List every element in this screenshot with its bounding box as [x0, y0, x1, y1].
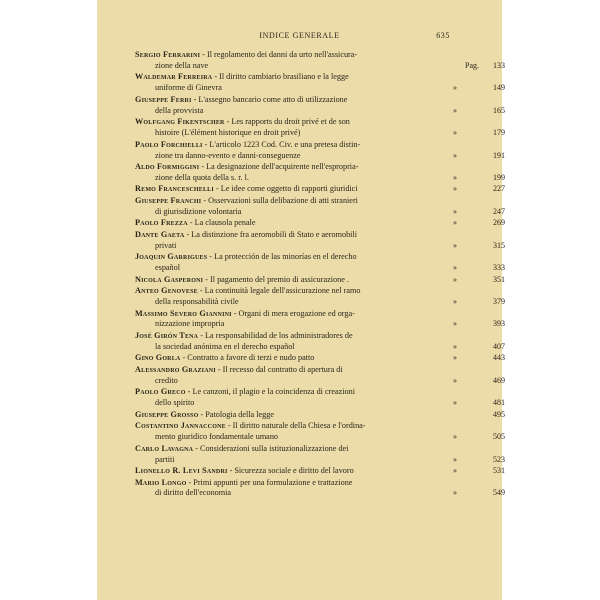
- table-of-contents: [135, 50, 505, 500]
- entry-title-line1: - Considerazioni sulla istituzionalizzazione dei: [193, 443, 349, 453]
- ditto-mark: »: [453, 319, 457, 329]
- ditto-mark: »: [453, 353, 457, 363]
- ditto-mark: »: [453, 297, 457, 307]
- entry-page-number: 379: [493, 297, 505, 307]
- ditto-mark: »: [453, 184, 457, 194]
- entry-author: Giuseppe Ferri: [135, 94, 192, 104]
- entry-title-line1: - Primi appunti per una formulazione e trattazione: [186, 477, 353, 487]
- entry-title-line2: español: [155, 263, 181, 273]
- entry-first-line: [135, 95, 453, 106]
- entry-title-line1: - La designazione dell'acquirente nell'espropria-: [199, 162, 359, 172]
- entry-author: Mario Longo: [135, 477, 187, 487]
- ditto-mark: »: [453, 218, 457, 228]
- toc-entry: [135, 443, 505, 466]
- entry-page-number: 407: [493, 341, 505, 351]
- ditto-mark: »: [453, 488, 457, 498]
- entry-title-line1: - Il diritto cambiario brasiliano e la legge: [212, 72, 349, 82]
- entry-page-number: 333: [493, 263, 505, 273]
- toc-entry: [135, 195, 505, 218]
- ditto-mark: »: [453, 172, 457, 182]
- toc-entry: [135, 308, 505, 331]
- ditto-mark: »: [453, 105, 457, 115]
- page-header: [97, 31, 502, 43]
- toc-entry: [135, 117, 505, 139]
- entry-author: Giuseppe Grosso: [135, 409, 199, 419]
- entry-first-line: [135, 478, 453, 489]
- entry-author: Anteo Genovese: [135, 286, 198, 296]
- entry-author: Giuseppe Franchi: [135, 195, 202, 205]
- running-title: INDICE GENERALE: [259, 31, 340, 40]
- pag-label: Pag.: [465, 60, 479, 70]
- toc-entry: [135, 409, 505, 421]
- ditto-mark: »: [453, 432, 457, 442]
- entry-title-line2: histoire (L'élément historique en droit privé): [155, 128, 301, 138]
- entry-first-line: [135, 275, 453, 286]
- entry-page-number: 523: [493, 454, 505, 464]
- entry-first-line: [135, 353, 453, 364]
- entry-page-number: 481: [493, 398, 505, 408]
- ditto-mark: »: [453, 83, 457, 93]
- entry-title-line1: - Il regolamento dei danni da urto nell'assicura-: [200, 50, 358, 59]
- ditto-mark: »: [453, 240, 457, 250]
- toc-entry: [135, 421, 505, 443]
- entry-first-line: [135, 387, 453, 398]
- entry-title-line1: - Il diritto naturale della Chiesa e l'ordina-: [225, 421, 366, 431]
- entry-page-number: 393: [493, 319, 505, 329]
- entry-title-line2: di diritto dell'economia: [155, 488, 232, 498]
- entry-author: Lionello R. Levi Sandri: [135, 466, 228, 475]
- entry-page-number: 199: [493, 172, 505, 182]
- toc-entry: [135, 477, 505, 500]
- entry-page-number: 505: [493, 432, 505, 442]
- entry-title-line2: la sociedad anónima en el derecho español: [155, 341, 295, 351]
- toc-entry: [135, 139, 505, 162]
- toc-entry: [135, 274, 505, 286]
- entry-page-number: 149: [493, 83, 505, 93]
- entry-first-line: [135, 218, 453, 229]
- entry-page-number: 133: [493, 60, 505, 70]
- entry-first-line: [135, 410, 453, 421]
- ditto-mark: »: [453, 454, 457, 464]
- entry-title-line2: mento giuridico fondamentale umano: [155, 432, 279, 442]
- entry-page-number: 269: [493, 218, 505, 228]
- entry-title-line1: - Il recesso dal contratto di apertura di: [215, 364, 343, 374]
- entry-first-line: [135, 230, 453, 241]
- entry-author: Paolo Frezza: [135, 218, 188, 228]
- ditto-mark: »: [453, 206, 457, 216]
- entry-title-line2: zione della nave: [155, 60, 209, 70]
- entry-first-line: [135, 196, 453, 207]
- entry-title-line1: - Osservazioni sulla delibazione di atti stranieri: [201, 195, 358, 205]
- ditto-mark: »: [453, 128, 457, 138]
- toc-entry: [135, 330, 505, 353]
- ditto-mark: »: [453, 150, 457, 160]
- entry-page-number: 443: [493, 353, 505, 363]
- entry-author: Remo Franceschelli: [135, 184, 214, 194]
- entry-title-line2: della provvista: [155, 105, 204, 115]
- entry-first-line: [135, 50, 453, 61]
- entry-title-line2: zione della quota della s. r. l.: [155, 172, 249, 182]
- entry-author: Sergio Ferrarini: [135, 50, 201, 59]
- entry-author: Massimo Severo Giannini: [135, 308, 232, 318]
- entry-title-line1: - Il pagamento del premio di assicurazione .: [203, 274, 349, 284]
- toc-entry: [135, 184, 505, 195]
- entry-title-line1: - La distinzione fra aeromobili di Stato e aeromobili: [184, 229, 358, 239]
- entry-first-line: [135, 117, 453, 128]
- entry-author: Wolfgang Fikentscher: [135, 117, 225, 127]
- entry-author: Dante Gaeta: [135, 229, 185, 239]
- entry-title-line1: - Les rapports du droit privé et de son: [224, 117, 350, 127]
- toc-entry: [135, 162, 505, 184]
- entry-first-line: [135, 444, 453, 455]
- entry-title-line2: nizzazione impropria: [155, 319, 225, 329]
- entry-first-line: [135, 331, 453, 342]
- entry-title-line1: - L'assegno bancario come atto di utilizzazione: [191, 94, 348, 104]
- entry-first-line: [135, 140, 453, 151]
- entry-title-line1: - Le canzoni, il plagio e la coincidenza di creazioni: [185, 387, 355, 397]
- entry-title-line1: - La responsabilidad de los administradores de: [198, 330, 353, 340]
- entry-first-line: [135, 421, 453, 432]
- entry-title-line1: - La protección de las minorías en el derecho: [207, 252, 357, 262]
- entry-title-line1: - Sicurezza sociale e diritto del lavoro: [227, 466, 354, 475]
- entry-page-number: 495: [493, 409, 505, 419]
- toc-entry: [135, 353, 505, 364]
- entry-first-line: [135, 162, 453, 173]
- toc-entry: [135, 466, 505, 477]
- entry-title-line2: dello spirito: [155, 398, 195, 408]
- entry-page-number: 247: [493, 206, 505, 216]
- entry-page-number: 351: [493, 274, 505, 284]
- ditto-mark: »: [453, 466, 457, 475]
- entry-page-number: 549: [493, 488, 505, 498]
- toc-entry: [135, 72, 505, 94]
- entry-page-number: 191: [493, 150, 505, 160]
- toc-entry: [135, 387, 505, 409]
- entry-first-line: [135, 72, 453, 83]
- entry-author: Alessandro Graziani: [135, 364, 216, 374]
- entry-page-number: 531: [493, 466, 505, 475]
- book-page: [97, 0, 505, 600]
- toc-entry: [135, 50, 505, 72]
- entry-first-line: [135, 252, 453, 263]
- entry-title-line1: - Le idee come oggetto di rapporti giuridici: [213, 184, 358, 194]
- entry-title-line2: zione tra danno-evento e danni-conseguenze: [155, 150, 301, 160]
- entry-title-line2: privati: [155, 240, 177, 250]
- ditto-mark: »: [453, 274, 457, 284]
- entry-title-line1: - La continuità legale dell'assicurazione nel ramo: [197, 286, 361, 296]
- ditto-mark: »: [453, 341, 457, 351]
- toc-entry: [135, 218, 505, 229]
- entry-title-line1: - L'articolo 1223 Cod. Civ. e una pretesa distin-: [202, 139, 361, 149]
- entry-title-line1: - Patologia della legge: [198, 409, 274, 419]
- entry-title-line1: - La clausola penale: [187, 218, 256, 228]
- ditto-mark: »: [453, 398, 457, 408]
- entry-author: José Girón Tena: [135, 330, 199, 340]
- entry-title-line2: della responsabilità civile: [155, 297, 239, 307]
- entry-first-line: [135, 365, 453, 376]
- entry-title-line1: - Organi di mera erogazione ed orga-: [231, 308, 355, 318]
- entry-first-line: [135, 184, 453, 195]
- entry-first-line: [135, 309, 453, 320]
- entry-title-line2: uniforme di Ginevra: [155, 83, 222, 93]
- entry-author: Carlo Lavagna: [135, 443, 194, 453]
- ditto-mark: »: [453, 375, 457, 385]
- toc-entry: [135, 364, 505, 387]
- entry-author: Gino Gorla: [135, 353, 181, 363]
- toc-entry: [135, 252, 505, 274]
- toc-entry: [135, 229, 505, 252]
- entry-author: Waldemar Ferreira: [135, 72, 213, 82]
- entry-page-number: 469: [493, 375, 505, 385]
- entry-author: Paolo Forchielli: [135, 139, 203, 149]
- entry-author: Aldo Formiggini: [135, 162, 200, 172]
- entry-title-line2: credito: [155, 375, 178, 385]
- entry-author: Paolo Greco: [135, 387, 186, 397]
- toc-entry: [135, 94, 505, 117]
- entry-title-line2: di giurisdizione volontaria: [155, 206, 242, 216]
- entry-page-number: 227: [493, 184, 505, 194]
- entry-author: Nicola Gasperoni: [135, 274, 204, 284]
- entry-page-number: 179: [493, 128, 505, 138]
- entry-author: Costantino Jannaccone: [135, 421, 226, 431]
- ditto-mark: »: [453, 263, 457, 273]
- entry-page-number: 315: [493, 240, 505, 250]
- entry-author: Joaquin Garrigues: [135, 252, 208, 262]
- entry-first-line: [135, 466, 453, 477]
- page-number: 635: [436, 31, 450, 40]
- entry-page-number: 165: [493, 105, 505, 115]
- entry-first-line: [135, 286, 453, 297]
- toc-entry: [135, 286, 505, 308]
- entry-title-line2: partiti: [155, 454, 175, 464]
- entry-title-line1: - Contratto a favore di terzi e nudo patto: [180, 353, 315, 363]
